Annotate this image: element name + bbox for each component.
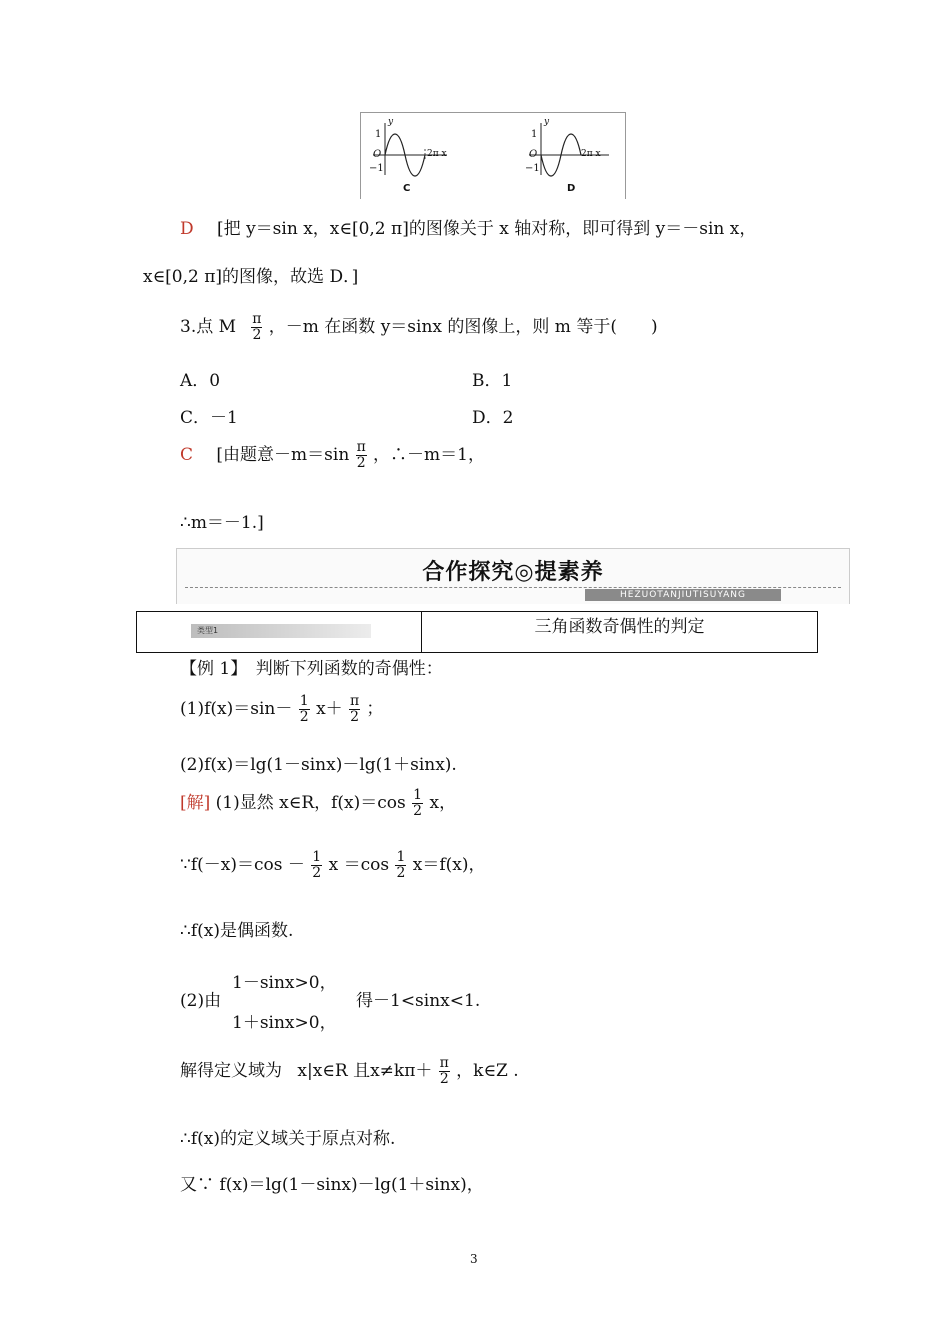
type-tag: 类型1 (191, 624, 371, 638)
q3-option-c: C．－1 (180, 408, 238, 428)
again-line: 又∵ f(x)＝lg(1－sinx)－lg(1＋sinx)， (180, 1175, 484, 1195)
part1-frac2-den: 2 (350, 709, 359, 725)
domain-set: x|x∈R 且x≠kπ＋ (297, 1061, 433, 1081)
system-prefix: (2)由 (180, 991, 222, 1011)
domain-pre: 解得定义域为 (180, 1061, 282, 1081)
solution2-frac1-den: 2 (312, 865, 322, 881)
graph-c-origin: O (373, 149, 382, 160)
graph-c-y-label: y (388, 117, 394, 127)
part1-frac1 (299, 694, 310, 724)
example-part1 (180, 694, 383, 725)
domain-post: ，k∈Z . (456, 1061, 519, 1081)
type-tag-cell (137, 612, 422, 652)
system-line2: 1＋sinx>0， (232, 1013, 337, 1033)
solution1-frac (412, 788, 423, 818)
graph-d-tick-neg1: −1 (525, 163, 540, 174)
part1-frac1-den: 2 (299, 709, 309, 725)
page-number: 3 (470, 1252, 478, 1266)
graph-c-x-mark: 2π x (427, 149, 447, 159)
system-result: 得－1<sinx<1. (356, 991, 481, 1011)
solution2-frac1-num: 1 (312, 849, 322, 866)
q3-answer-letter: C (180, 445, 194, 465)
solution-line1 (180, 788, 456, 819)
solution2-frac1 (311, 850, 322, 880)
solution2-frac2-den: 2 (396, 865, 406, 881)
q3-frac-den: 2 (252, 327, 262, 343)
q3-option-d: D．2 (472, 408, 514, 428)
q2-answer-text: [把 y＝sin x，x∈[0,2 π]的图像关于 x 轴对称，即可得到 y＝－sin x， (217, 219, 757, 239)
section-banner (176, 548, 850, 604)
banner-subtitle: HEZUOTANJIUTISUYANG (585, 589, 781, 601)
graph-d-origin: O (529, 149, 538, 160)
q3-stem (180, 312, 658, 343)
q2-answer-line1 (180, 214, 756, 239)
q3-answer-frac-den: 2 (356, 455, 366, 471)
q3-answer-frac-num: π (356, 439, 366, 456)
q3-option-b: B．1 (472, 371, 513, 391)
solution-line3: ∴f(x)是偶函数. (180, 921, 294, 941)
example-part2: (2)f(x)＝lg(1－sinx)－lg(1＋sinx). (180, 755, 457, 775)
q2-answer-letter: D (180, 219, 194, 239)
solution1-pre: (1)显然 x∈R，f(x)＝cos (215, 793, 406, 813)
q3-frac-num: π (252, 311, 262, 328)
q3-option-a: A．0 (180, 371, 221, 391)
solution-line2 (180, 850, 486, 881)
domain-frac-den: 2 (439, 1071, 449, 1087)
q3-answer-line1 (180, 440, 485, 471)
solution1-frac-num: 1 (413, 787, 423, 804)
example-heading: 【例 1】 判断下列函数的奇偶性： (180, 659, 443, 679)
part1-frac2-num: π (349, 693, 360, 710)
symmetry-line: ∴f(x)的定义域关于原点对称. (180, 1129, 396, 1149)
domain-frac-num: π (439, 1055, 449, 1072)
graph-panel (360, 112, 626, 199)
part1-frac2 (349, 694, 360, 724)
domain-frac (439, 1056, 450, 1086)
graph-c-caption: C (403, 183, 411, 194)
part1-frac1-num: 1 (299, 693, 309, 710)
graph-d-x-mark: 2π x (581, 149, 601, 159)
q3-answer-fraction (356, 440, 367, 470)
graph-d-caption: D (567, 183, 576, 194)
graph-d-y-label: y (544, 117, 550, 127)
solution2-frac2-num: 1 (396, 849, 406, 866)
solution2-mid: x ＝cos (328, 855, 390, 875)
solution-tag: [解] (180, 793, 211, 813)
graph-d-tick-1: 1 (531, 129, 538, 140)
banner-divider (185, 587, 841, 588)
solution2-frac2 (395, 850, 406, 880)
solution2-pre: ∵f(－x)＝cos － (180, 855, 305, 875)
domain-line (180, 1056, 519, 1087)
q2-answer-line2: x∈[0,2 π]的图像，故选 D．] (143, 267, 359, 287)
part1-pre: (1)f(x)＝sin－ (180, 699, 293, 719)
q3-answer-pre: [由题意－m＝sin (216, 445, 350, 465)
type-title: 三角函数奇偶性的判定 (534, 617, 705, 637)
graph-c-tick-neg1: −1 (369, 163, 384, 174)
system-line1: 1－sinx>0， (232, 973, 337, 993)
part1-mid: x＋ (316, 699, 343, 719)
graph-c-tick-1: 1 (375, 129, 382, 140)
q3-fraction (251, 312, 262, 342)
solution2-post: x＝f(x)， (412, 855, 486, 875)
part1-post: ； (366, 699, 384, 719)
solution1-post: x， (429, 793, 457, 813)
banner-title: 合作探究◎提素养 (422, 560, 604, 585)
solution1-frac-den: 2 (413, 803, 423, 819)
q3-answer-post: ，∴－m＝1， (373, 445, 485, 465)
q3-prefix: 3.点 M (180, 317, 237, 337)
q3-answer-line2: ∴m＝－1.] (180, 513, 264, 533)
q3-suffix: ，－m 在函数 y＝sinx 的图像上，则 m 等于( ) (268, 317, 658, 337)
type-table (136, 611, 818, 653)
